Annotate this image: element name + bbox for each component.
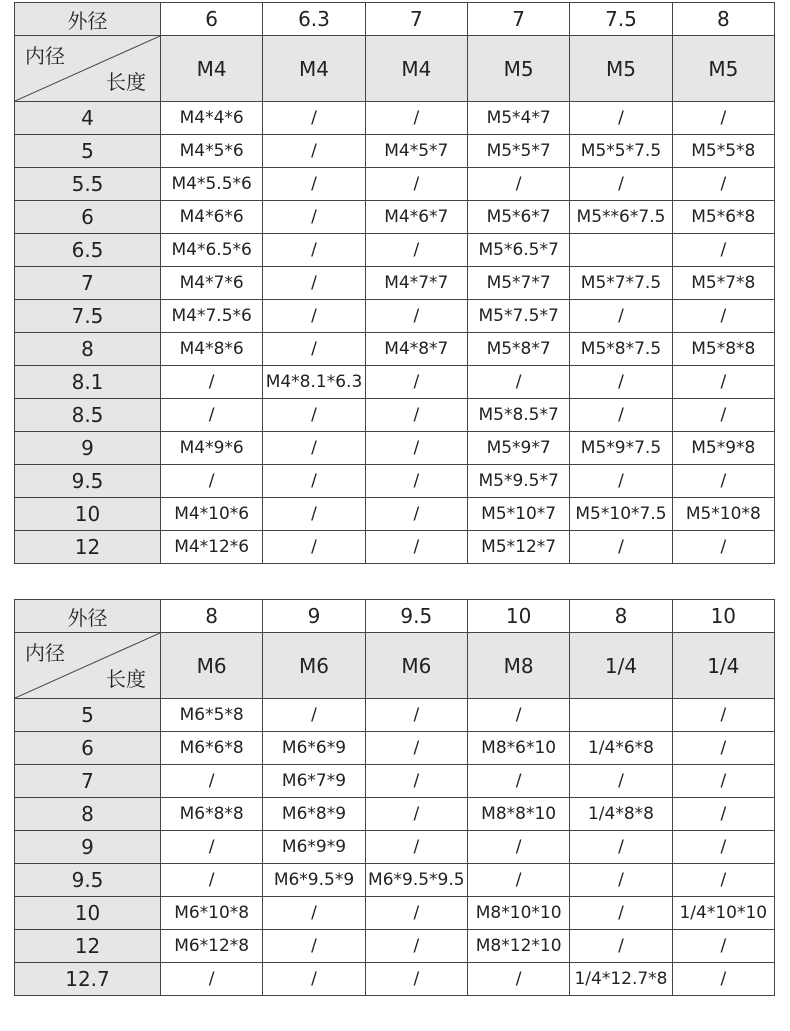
part-number-cell: 1/4*10*10 [672, 897, 774, 930]
part-number-cell: M6*8*9 [263, 798, 365, 831]
thread-size-row [15, 36, 775, 102]
part-number-cell: M6*5*8 [161, 699, 263, 732]
part-number-cell: 1/4*6*8 [570, 732, 672, 765]
part-number-cell: / [263, 234, 365, 267]
spec-table-2-body [15, 699, 775, 996]
part-number-cell: M5*10*7 [467, 498, 569, 531]
part-number-cell: M6*9.5*9 [263, 864, 365, 897]
part-number-cell: M5*5*8 [672, 135, 774, 168]
part-number-cell: / [672, 465, 774, 498]
part-number-cell: / [570, 102, 672, 135]
part-number-cell: M5*5*7 [467, 135, 569, 168]
outer-diameter-label: 外径 [15, 3, 161, 36]
thread-size-cell: M6 [263, 633, 365, 699]
part-number-cell: / [161, 765, 263, 798]
part-number-cell: M5*8*7.5 [570, 333, 672, 366]
outer-diameter-cell: 6 [161, 3, 263, 36]
length-cell: 12.7 [15, 963, 161, 996]
table-row [15, 135, 775, 168]
part-number-cell: / [467, 168, 569, 201]
part-number-cell: / [365, 963, 467, 996]
outer-diameter-label: 外径 [15, 600, 161, 633]
table-row [15, 732, 775, 765]
part-number-cell: / [467, 831, 569, 864]
part-number-cell: / [672, 531, 774, 564]
thread-size-cell: M5 [467, 36, 569, 102]
outer-diameter-cell: 10 [672, 600, 774, 633]
part-number-cell: / [365, 465, 467, 498]
part-number-cell: / [161, 366, 263, 399]
length-cell: 6 [15, 201, 161, 234]
part-number-cell: / [365, 831, 467, 864]
outer-diameter-cell: 7 [467, 3, 569, 36]
part-number-cell: / [672, 399, 774, 432]
diagonal-header-cell [15, 633, 161, 699]
part-number-cell: / [467, 963, 569, 996]
part-number-cell: M5*8*7 [467, 333, 569, 366]
outer-diameter-cell: 6.3 [263, 3, 365, 36]
part-number-cell: / [570, 831, 672, 864]
outer-diameter-row [15, 3, 775, 36]
part-number-cell: M6*9*9 [263, 831, 365, 864]
part-number-cell: M5*6.5*7 [467, 234, 569, 267]
table-row [15, 498, 775, 531]
table-row [15, 897, 775, 930]
part-number-cell [570, 234, 672, 267]
part-number-cell: M5*4*7 [467, 102, 569, 135]
part-number-cell: / [365, 897, 467, 930]
part-number-cell: / [263, 267, 365, 300]
length-cell: 8.5 [15, 399, 161, 432]
part-number-cell: M6*6*8 [161, 732, 263, 765]
length-cell: 6.5 [15, 234, 161, 267]
table-row [15, 366, 775, 399]
part-number-cell: / [161, 399, 263, 432]
part-number-cell: M4*6*7 [365, 201, 467, 234]
diagonal-header-cell [15, 36, 161, 102]
table-row [15, 831, 775, 864]
outer-diameter-cell: 9.5 [365, 600, 467, 633]
thread-size-row [15, 633, 775, 699]
part-number-cell: M5*7.5*7 [467, 300, 569, 333]
part-number-cell: M6*8*8 [161, 798, 263, 831]
part-number-cell: / [263, 201, 365, 234]
table-row [15, 168, 775, 201]
part-number-cell: / [263, 432, 365, 465]
thread-size-cell: M5 [570, 36, 672, 102]
part-number-cell: / [365, 234, 467, 267]
part-number-cell: / [365, 399, 467, 432]
part-number-cell: M5*10*8 [672, 498, 774, 531]
outer-diameter-row [15, 600, 775, 633]
part-number-cell: M5*10*7.5 [570, 498, 672, 531]
part-number-cell: M5*6*8 [672, 201, 774, 234]
part-number-cell: M6*12*8 [161, 930, 263, 963]
part-number-cell: M4*7*6 [161, 267, 263, 300]
part-number-cell: M5*9.5*7 [467, 465, 569, 498]
part-number-cell: M6*10*8 [161, 897, 263, 930]
table-row [15, 798, 775, 831]
part-number-cell: / [365, 699, 467, 732]
outer-diameter-cell: 8 [570, 600, 672, 633]
table-row [15, 399, 775, 432]
table-row [15, 267, 775, 300]
table-row [15, 699, 775, 732]
part-number-cell: / [672, 864, 774, 897]
length-label: 长度 [106, 667, 146, 691]
part-number-cell: / [672, 366, 774, 399]
thread-size-cell: M4 [263, 36, 365, 102]
outer-diameter-cell: 10 [467, 600, 569, 633]
part-number-cell: / [263, 465, 365, 498]
part-number-cell: 1/4*12.7*8 [570, 963, 672, 996]
length-cell: 6 [15, 732, 161, 765]
outer-diameter-cell: 8 [161, 600, 263, 633]
outer-diameter-cell: 7.5 [570, 3, 672, 36]
part-number-cell: M8*6*10 [467, 732, 569, 765]
part-number-cell: / [672, 963, 774, 996]
part-number-cell: M5*7*7 [467, 267, 569, 300]
part-number-cell: / [263, 699, 365, 732]
part-number-cell: / [263, 399, 365, 432]
part-number-cell: M5*12*7 [467, 531, 569, 564]
length-cell: 7.5 [15, 300, 161, 333]
part-number-cell: M4*7.5*6 [161, 300, 263, 333]
length-cell: 9.5 [15, 465, 161, 498]
length-cell: 7 [15, 267, 161, 300]
outer-diameter-cell: 8 [672, 3, 774, 36]
part-number-cell: / [365, 102, 467, 135]
thread-size-cell: M5 [672, 36, 774, 102]
part-number-cell: M5*9*8 [672, 432, 774, 465]
part-number-cell: / [263, 531, 365, 564]
length-cell: 8 [15, 333, 161, 366]
part-number-cell: / [365, 168, 467, 201]
length-label: 长度 [106, 70, 146, 94]
thread-size-cell: M6 [365, 633, 467, 699]
spec-table-1 [14, 2, 775, 564]
inner-diameter-label: 内径 [25, 44, 65, 68]
part-number-cell: / [570, 465, 672, 498]
part-number-cell: / [467, 765, 569, 798]
part-number-cell: / [365, 732, 467, 765]
part-number-cell: / [570, 399, 672, 432]
part-number-cell: / [467, 864, 569, 897]
length-cell: 8 [15, 798, 161, 831]
part-number-cell: M4*5*6 [161, 135, 263, 168]
part-number-cell: / [672, 831, 774, 864]
part-number-cell: 1/4*8*8 [570, 798, 672, 831]
length-cell: 4 [15, 102, 161, 135]
table-row [15, 864, 775, 897]
length-cell: 7 [15, 765, 161, 798]
part-number-cell: / [467, 699, 569, 732]
part-number-cell: M4*4*6 [161, 102, 263, 135]
part-number-cell: / [672, 732, 774, 765]
length-cell: 5 [15, 135, 161, 168]
part-number-cell: / [570, 168, 672, 201]
length-cell: 12 [15, 531, 161, 564]
part-number-cell: / [263, 897, 365, 930]
thread-size-cell: M4 [365, 36, 467, 102]
length-cell: 5.5 [15, 168, 161, 201]
length-cell: 5 [15, 699, 161, 732]
part-number-cell: / [672, 699, 774, 732]
thread-size-cell: M6 [161, 633, 263, 699]
part-number-cell: M4*5.5*6 [161, 168, 263, 201]
table-row [15, 531, 775, 564]
part-number-cell: / [263, 300, 365, 333]
part-number-cell: M4*8*7 [365, 333, 467, 366]
part-number-cell: / [161, 864, 263, 897]
part-number-cell: / [263, 135, 365, 168]
part-number-cell: / [161, 465, 263, 498]
table-row [15, 432, 775, 465]
part-number-cell: M8*10*10 [467, 897, 569, 930]
thread-size-cell: M8 [467, 633, 569, 699]
part-number-cell: / [365, 498, 467, 531]
part-number-cell: M6*6*9 [263, 732, 365, 765]
part-number-cell: M5**6*7.5 [570, 201, 672, 234]
length-cell: 12 [15, 930, 161, 963]
part-number-cell: M4*6.5*6 [161, 234, 263, 267]
part-number-cell: / [365, 366, 467, 399]
thread-size-cell: M4 [161, 36, 263, 102]
part-number-cell: / [365, 531, 467, 564]
length-cell: 9 [15, 432, 161, 465]
part-number-cell: / [263, 102, 365, 135]
part-number-cell: / [570, 765, 672, 798]
part-number-cell: M4*6*6 [161, 201, 263, 234]
part-number-cell: M5*9*7.5 [570, 432, 672, 465]
part-number-cell: M4*8*6 [161, 333, 263, 366]
part-number-cell: M4*10*6 [161, 498, 263, 531]
part-number-cell: / [672, 234, 774, 267]
length-cell: 9 [15, 831, 161, 864]
part-number-cell: M6*7*9 [263, 765, 365, 798]
part-number-cell: M4*8.1*6.3 [263, 366, 365, 399]
part-number-cell: / [467, 366, 569, 399]
part-number-cell: / [263, 930, 365, 963]
part-number-cell: / [672, 102, 774, 135]
length-cell: 9.5 [15, 864, 161, 897]
table-row [15, 333, 775, 366]
part-number-cell: / [365, 765, 467, 798]
part-number-cell: M6*9.5*9.5 [365, 864, 467, 897]
part-number-cell: / [570, 897, 672, 930]
part-number-cell: M8*8*10 [467, 798, 569, 831]
part-number-cell: / [570, 930, 672, 963]
part-number-cell: / [365, 798, 467, 831]
part-number-cell [570, 699, 672, 732]
part-number-cell: / [672, 168, 774, 201]
part-number-cell: M4*9*6 [161, 432, 263, 465]
part-number-cell: / [263, 498, 365, 531]
table-row [15, 234, 775, 267]
part-number-cell: / [570, 366, 672, 399]
table-row [15, 300, 775, 333]
part-number-cell: M5*7*8 [672, 267, 774, 300]
part-number-cell: M4*7*7 [365, 267, 467, 300]
part-number-cell: / [570, 300, 672, 333]
part-number-cell: / [672, 765, 774, 798]
part-number-cell: / [263, 963, 365, 996]
part-number-cell: / [672, 798, 774, 831]
part-number-cell: M5*8*8 [672, 333, 774, 366]
part-number-cell: / [570, 531, 672, 564]
part-number-cell: / [365, 930, 467, 963]
part-number-cell: / [161, 963, 263, 996]
part-number-cell: M5*9*7 [467, 432, 569, 465]
part-number-cell: / [570, 864, 672, 897]
part-number-cell: M5*5*7.5 [570, 135, 672, 168]
table-row [15, 930, 775, 963]
part-number-cell: M4*5*7 [365, 135, 467, 168]
inner-diameter-label: 内径 [25, 641, 65, 665]
part-number-cell: M5*6*7 [467, 201, 569, 234]
part-number-cell: / [365, 300, 467, 333]
length-cell: 10 [15, 897, 161, 930]
part-number-cell: / [672, 930, 774, 963]
part-number-cell: M5*8.5*7 [467, 399, 569, 432]
length-cell: 8.1 [15, 366, 161, 399]
part-number-cell: / [672, 300, 774, 333]
spec-table-1-body [15, 102, 775, 564]
outer-diameter-cell: 9 [263, 600, 365, 633]
part-number-cell: / [263, 333, 365, 366]
table-row [15, 465, 775, 498]
part-number-cell: / [365, 432, 467, 465]
thread-size-cell: 1/4 [672, 633, 774, 699]
part-number-cell: M8*12*10 [467, 930, 569, 963]
thread-size-cell: 1/4 [570, 633, 672, 699]
part-number-cell: / [263, 168, 365, 201]
part-number-cell: M4*12*6 [161, 531, 263, 564]
part-number-cell: / [161, 831, 263, 864]
outer-diameter-cell: 7 [365, 3, 467, 36]
spec-table-2 [14, 599, 775, 996]
part-number-cell: M5*7*7.5 [570, 267, 672, 300]
table-row [15, 963, 775, 996]
table-row [15, 765, 775, 798]
length-cell: 10 [15, 498, 161, 531]
table-row [15, 102, 775, 135]
table-row [15, 201, 775, 234]
